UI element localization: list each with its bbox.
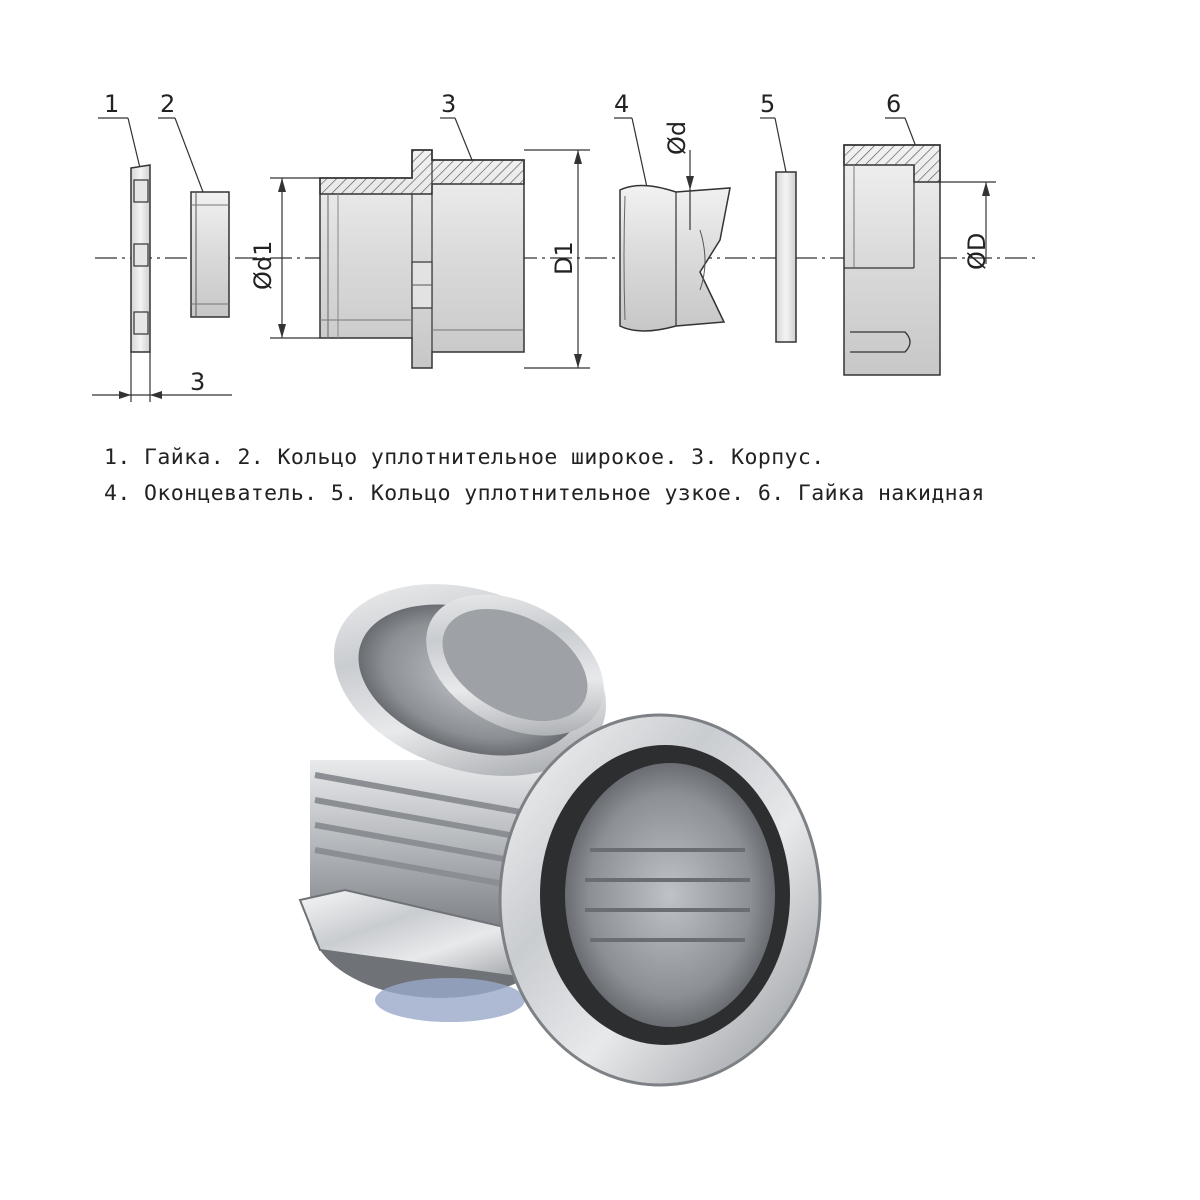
part-2-wide-seal-ring — [158, 118, 229, 317]
part-label-6: 6 — [886, 90, 902, 118]
exploded-parts-drawing — [0, 0, 1200, 430]
part-label-4: 4 — [614, 90, 630, 118]
photo-union-nut — [500, 715, 820, 1085]
part-3-body — [320, 118, 524, 368]
legend-line-1: 1. Гайка. 2. Кольцо уплотнительное широкое. 3. Корпус. — [104, 445, 825, 470]
part-label-1: 1 — [104, 90, 120, 118]
part-label-3: 3 — [441, 90, 457, 118]
D1-label: D1 — [550, 241, 578, 275]
d-label: Ød — [663, 120, 691, 155]
part-5-narrow-seal-ring — [760, 118, 796, 342]
D-label: ØD — [963, 232, 991, 270]
product-photo — [0, 560, 1200, 1200]
legend-line-2: 4. Оконцеватель. 5. Кольцо уплотнительное узкое. 6. Гайка накидная — [104, 481, 985, 506]
part-1-nut — [98, 118, 150, 352]
d1-label: Ød1 — [249, 240, 277, 290]
thickness-label: 3 — [190, 368, 206, 396]
part-label-2: 2 — [160, 90, 176, 118]
part-label-5: 5 — [760, 90, 776, 118]
thickness-dimension — [92, 352, 232, 402]
